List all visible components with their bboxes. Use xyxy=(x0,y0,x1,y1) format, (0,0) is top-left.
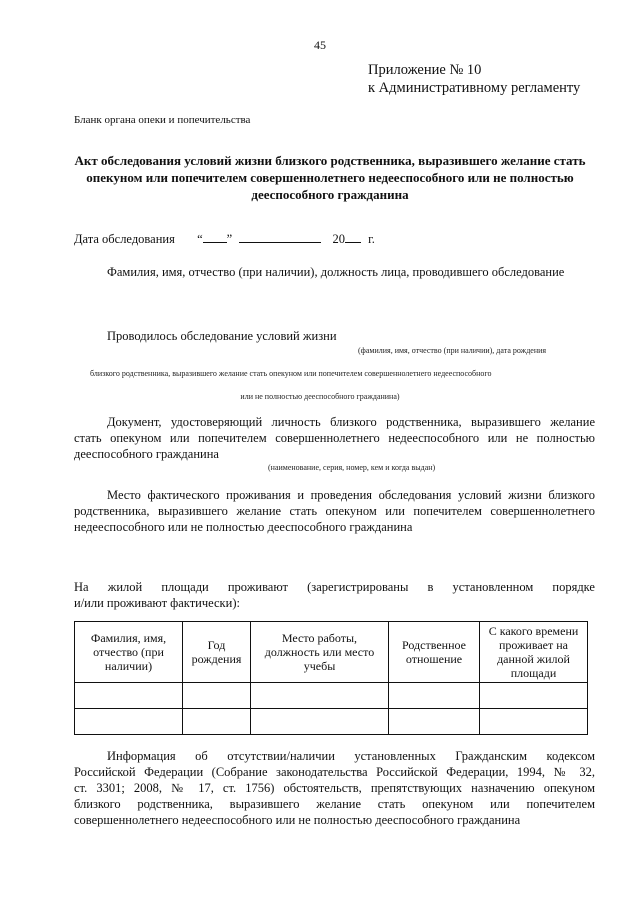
table-cell[interactable] xyxy=(183,709,251,735)
appendix-number: Приложение № 10 xyxy=(368,62,482,78)
table-cell[interactable] xyxy=(251,683,389,709)
living-line-1: На жилой площади проживают (зарегистрированы в установленном порядке xyxy=(74,580,595,594)
info-line-4: близкого родственника, выразившего желание стать опекуном или попечителем xyxy=(74,797,595,811)
residents-table xyxy=(74,621,588,735)
date-line xyxy=(74,232,375,248)
info-line-3: ст. 3301; 2008, № 17, ст. 1756) обстоятельств, препятствующих назначению опекуном xyxy=(74,781,595,795)
table-cell[interactable] xyxy=(480,709,588,735)
month-blank[interactable] xyxy=(239,232,321,243)
conducted-hint-3: или не полностью дееспособного гражданина) xyxy=(240,392,400,401)
date-label: Дата обследования xyxy=(74,232,175,246)
info-line-5: совершеннолетнего недееспособного или не полностью дееспособного гражданина xyxy=(74,813,521,827)
table-cell[interactable] xyxy=(389,683,480,709)
year-suffix: г. xyxy=(368,232,375,246)
quote-open: “ xyxy=(197,232,203,246)
residence-line-2: родственника, выразившего желание стать опекуном или попечителем совершеннолетнего xyxy=(74,504,595,518)
residence-line-3: недееспособного или не полностью дееспособного гражданина xyxy=(74,520,413,534)
appendix-reference: к Административному регламенту xyxy=(368,80,581,96)
table-cell[interactable] xyxy=(183,683,251,709)
document-hint: (наименование, серия, номер, кем и когда выдан) xyxy=(268,463,436,472)
header-residence-since: С какого времени проживает на данной жилой площади xyxy=(480,622,588,683)
residence-line-1: Место фактического проживания и проведения обследования условий жизни близкого xyxy=(107,488,595,502)
header-birth-year: Год рождения xyxy=(183,622,251,683)
document-line-2: стать опекуном или попечителем совершеннолетнего недееспособного или не полностью xyxy=(74,431,595,445)
quote-close: ” xyxy=(226,232,233,246)
table-cell[interactable] xyxy=(75,683,183,709)
header-relationship: Родственное отношение xyxy=(389,622,480,683)
year-prefix: 20 xyxy=(332,232,345,246)
document-line-3: дееспособного гражданина xyxy=(74,447,219,461)
info-line-1: Информация об отсутствии/наличии установленных Гражданским кодексом xyxy=(107,749,595,763)
table-row xyxy=(75,709,588,735)
living-line-2: и/или проживают фактически): xyxy=(74,596,240,610)
inspector-label: Фамилия, имя, отчество (при наличии), должность лица, проводившего обследование xyxy=(107,265,565,279)
table-cell[interactable] xyxy=(480,683,588,709)
header-workplace: Место работы, должность или место учебы xyxy=(251,622,389,683)
info-line-2: Российской Федерации (Собрание законодательства Российской Федерации, 1994, № 32, xyxy=(74,765,595,779)
table-cell[interactable] xyxy=(75,709,183,735)
blank-label: Бланк органа опеки и попечительства xyxy=(74,114,251,126)
conducted-hint-2: близкого родственника, выразившего желание стать опекуном или попечителем совершеннолетнего недееспособного xyxy=(90,369,492,378)
table-cell[interactable] xyxy=(251,709,389,735)
year-blank[interactable] xyxy=(345,232,361,243)
document-line-1: Документ, удостоверяющий личность близкого родственника, выразившего желание xyxy=(107,415,595,429)
page-number: 45 xyxy=(314,38,326,52)
day-blank[interactable] xyxy=(203,232,227,243)
header-full-name: Фамилия, имя, отчество (при наличии) xyxy=(75,622,183,683)
conducted-hint-1: (фамилия, имя, отчество (при наличии), дата рождения xyxy=(358,346,547,355)
document-title: Акт обследования условий жизни близкого родственника, выразившего желание стать опекуном или попечителем совершеннолетнего недееспособного или не полностью дееспособного гражданина xyxy=(74,153,586,202)
table-cell[interactable] xyxy=(389,709,480,735)
table-header-row xyxy=(75,622,588,683)
table-row xyxy=(75,683,588,709)
conducted-label: Проводилось обследование условий жизни xyxy=(107,329,337,343)
